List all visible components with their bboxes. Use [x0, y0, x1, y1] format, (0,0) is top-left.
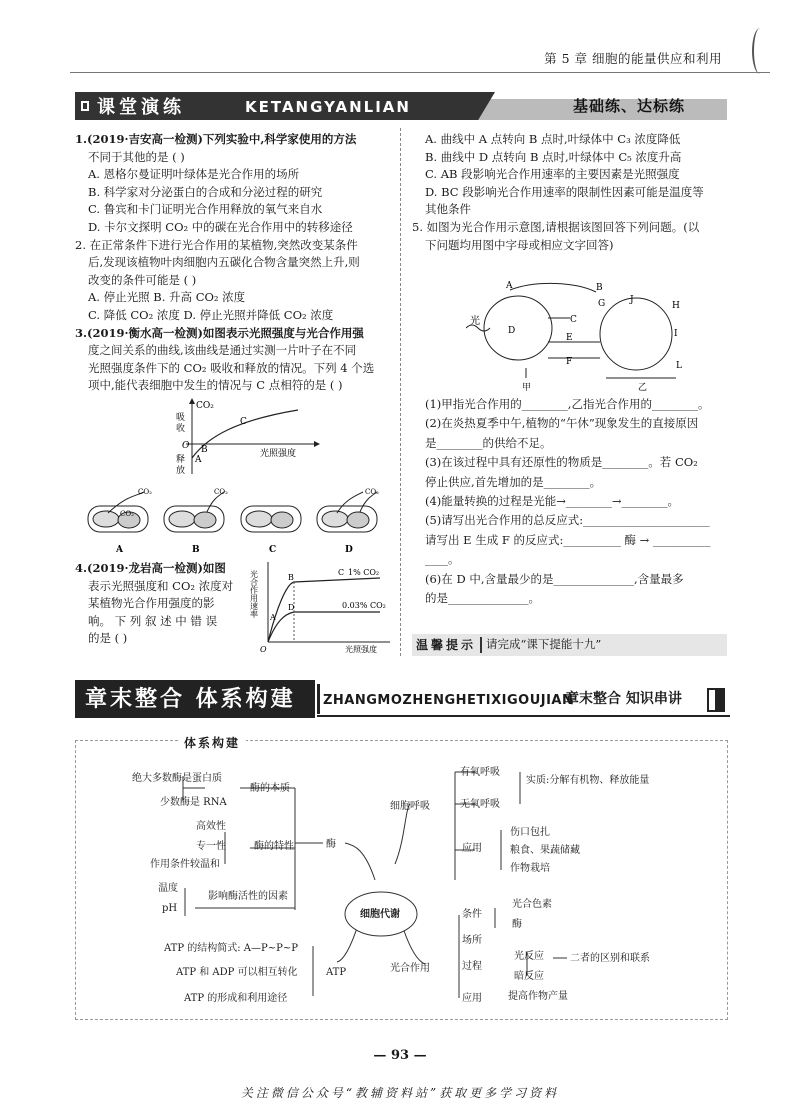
section-title: 课堂演练 — [97, 97, 185, 118]
node-anaerobic: 无氧呼吸 — [460, 799, 500, 810]
answer-line: 请写出 E 生成 F 的反应式:__________ 酶 → __________ — [425, 532, 711, 547]
text-line: A. 停止光照 B. 升高 CO₂ 浓度 — [88, 290, 246, 305]
chapter-summary-banner — [75, 680, 730, 718]
column-divider — [400, 128, 401, 656]
node-wound: 伤口包扎 — [510, 827, 550, 838]
text-line: 的是 ( ) — [88, 631, 128, 646]
node-yield: 提高作物产量 — [508, 991, 568, 1002]
decorative-bracket — [752, 28, 768, 74]
chloroplast — [322, 511, 348, 527]
tip-divider — [480, 637, 482, 653]
point-d: D — [288, 603, 295, 612]
co2-light-figure — [250, 560, 395, 655]
node-center: 细胞代谢 — [360, 909, 400, 920]
node-specific: 专一性 — [196, 841, 226, 852]
chloroplast — [169, 511, 195, 527]
option-a-cell — [88, 488, 152, 555]
co2-label: CO₂ — [196, 401, 214, 411]
node-enzyme: 酶 — [326, 839, 336, 850]
x-label: 光照强度 — [260, 449, 297, 459]
origin-label: O — [260, 645, 267, 654]
point-a: A — [195, 455, 202, 465]
y-label-top2: 收 — [176, 424, 186, 434]
cycle-yi — [600, 298, 672, 370]
text-line: 5. 如图为光合作用示意图,请根据该图回答下列问题。(以 — [412, 219, 700, 234]
chloroplast — [93, 511, 119, 527]
light-label: 光 — [470, 316, 480, 327]
label-f: F — [566, 357, 573, 367]
answer-line: 是________的供给不足。 — [425, 435, 552, 450]
node-atp: ATP — [326, 967, 347, 978]
text-line: D. BC 段影响光合作用速率的限制性因素可能是温度等 — [425, 184, 704, 199]
node-temp: 温度 — [158, 883, 178, 894]
banner-square-fill — [715, 690, 724, 710]
mitochondrion — [194, 512, 216, 528]
y-label-bot: 释 — [176, 455, 186, 465]
link-resp — [395, 804, 410, 864]
section-title-pinyin: KETANGYANLIAN — [245, 98, 411, 116]
text-line: 不同于其他的是 ( ) — [88, 149, 185, 164]
answer-line: (3)在该过程中具有还原性的物质是________。若 CO₂ — [425, 455, 698, 470]
node-crop: 作物栽培 — [510, 863, 550, 874]
y-label-top: 吸 — [176, 413, 186, 423]
node-atp-form: ATP 的形成和利用途径 — [184, 993, 288, 1004]
banner-bar — [317, 684, 320, 714]
text-line: C. 降低 CO₂ 浓度 D. 停止光照并降低 CO₂ 浓度 — [88, 307, 334, 322]
label-c: C — [570, 315, 577, 325]
mitochondrion — [347, 512, 369, 528]
node-atp-convert: ATP 和 ADP 可以相互转化 — [176, 967, 298, 978]
answer-line: 的是______________。 — [425, 591, 540, 606]
curve-low-co2 — [268, 612, 380, 642]
text-line: 其他条件 — [425, 202, 471, 217]
text-line: 响。 下 列 叙 述 中 错 误 — [88, 613, 218, 628]
chloroplast-jia — [484, 296, 552, 360]
option-b-cell — [164, 488, 228, 555]
text-line: 后,发现该植物叶肉细胞内五碳化合物含量突然上升,则 — [88, 255, 360, 270]
point-b: B — [201, 445, 208, 455]
x-label: 光照强度 — [345, 645, 377, 654]
node-resp: 细胞呼吸 — [390, 801, 430, 812]
node-process: 过程 — [462, 961, 482, 972]
node-aerobic: 有氧呼吸 — [460, 767, 500, 778]
text-line: C. AB 段影响光合作用速率的主要因素是光照强度 — [425, 167, 680, 182]
text-line: 光照强度条件下的 CO₂ 吸收和释放的情况。下列 4 个选 — [88, 360, 375, 375]
tip-label: 温馨提示 — [416, 638, 477, 652]
node-atp-struct: ATP 的结构简式: A—P~P~P — [164, 943, 298, 954]
node-apply: 应用 — [462, 843, 482, 854]
summary-pinyin: ZHANGMOZHENGHETIXIGOUJIAN — [323, 693, 574, 708]
text-line: 某植物光合作用强度的影 — [88, 596, 215, 611]
text-line: 表示光照强度和 CO₂ 浓度对 — [88, 578, 234, 593]
point-a: A — [270, 613, 276, 622]
answer-line: (2)在炎热夏季中午,植物的“午休”现象发生的直接原因 — [425, 416, 699, 431]
answer-line: 停止供应,首先增加的是________。 — [425, 474, 602, 489]
label-i: I — [674, 329, 678, 339]
header-rule — [70, 72, 770, 73]
label-b: B — [596, 283, 603, 293]
line2-label: 0.03% CO₂ — [342, 601, 386, 610]
origin-label: O — [182, 441, 190, 451]
node-storage: 粮食、果蔬储藏 — [510, 845, 580, 856]
label-e: E — [566, 333, 573, 343]
label-yi: 乙 — [638, 383, 648, 393]
banner-square-icon — [81, 101, 89, 111]
node-cond: 条件 — [462, 909, 482, 920]
text-line: C. 鲁宾和卡门证明光合作用释放的氧气来自水 — [88, 202, 323, 217]
answer-line: (1)甲指光合作用的________,乙指光合作用的________。 — [425, 397, 710, 411]
text-line: B. 曲线中 D 点转向 B 点时,叶绿体中 C₅ 浓度升高 — [425, 149, 682, 164]
y-label-bot2: 放 — [176, 466, 186, 476]
node-mild: 作用条件较温和 — [150, 859, 220, 870]
text-line: 下问题均用图中字母或相应文字回答) — [425, 237, 614, 252]
option-label: D — [345, 545, 353, 555]
text-line: 3.(2019·衡水高一检测)如图表示光照强度与光合作用强 — [75, 325, 364, 340]
node-enzyme-nature: 酶的本质 — [250, 783, 290, 794]
node-site: 场所 — [462, 935, 482, 946]
text-line: 改变的条件可能是 ( ) — [88, 272, 197, 287]
point-c: C — [240, 417, 247, 427]
tip-box — [412, 634, 727, 656]
footer-note: 关注微信公众号“教辅资料站”获取更多学习资料 — [240, 1086, 560, 1100]
node-rna: 少数酶是 RNA — [160, 797, 227, 808]
node-apply2: 应用 — [462, 993, 482, 1004]
label-l: L — [676, 361, 682, 371]
text-line: A. 恩格尔曼证明叶绿体是光合作用的场所 — [88, 167, 300, 182]
page-number: — 93 — — [373, 1048, 427, 1063]
y-axis-arrow — [189, 398, 195, 404]
answer-line: (5)请写出光合作用的总反应式:______________________ — [425, 513, 710, 528]
photosynthesis-diagram — [466, 278, 706, 393]
light-curve-figure — [168, 398, 328, 478]
label-a: A — [506, 281, 513, 291]
chloroplast — [246, 511, 272, 527]
label-h: H — [672, 301, 680, 311]
chapter-title: 第 5 章 细胞的能量供应和利用 — [544, 51, 722, 66]
link-enzyme — [345, 843, 375, 880]
node-relation: 二者的区别和联系 — [570, 953, 650, 964]
label-g: G — [598, 299, 606, 309]
label-j: J — [630, 295, 634, 305]
node-factors: 影响酶活性的因素 — [208, 891, 288, 902]
point-c: C — [338, 568, 345, 577]
arrow-a-b — [510, 283, 596, 292]
mitochondrion — [271, 512, 293, 528]
node-protein: 绝大多数酶是蛋白质 — [132, 773, 222, 784]
q5-answers — [412, 395, 730, 608]
line1-label: 1% CO₂ — [348, 568, 380, 577]
label-d: D — [508, 326, 516, 336]
text-line: 度之间关系的曲线,该曲线是通过实测一片叶子在不同 — [88, 343, 357, 358]
point-b: B — [288, 573, 294, 582]
answer-line: (4)能量转换的过程是光能→________→________。 — [425, 494, 680, 509]
text-line: D. 卡尔文探明 CO₂ 中的碳在光合作用中的转移途径 — [88, 219, 353, 234]
curve-high-co2 — [268, 578, 380, 642]
co2-label: CO₂ — [214, 488, 228, 496]
node-dark-rx: 暗反应 — [514, 971, 544, 982]
tip-text: 请完成“课下提能十九” — [486, 637, 602, 651]
option-label: A — [116, 545, 123, 555]
text-line: A. 曲线中 A 点转向 B 点时,叶绿体中 C₃ 浓度降低 — [425, 132, 681, 146]
node-enzyme-traits: 酶的特性 — [254, 841, 294, 852]
answer-line: ____。 — [425, 552, 460, 567]
co2-label: CO₂ — [120, 510, 134, 518]
text-line: 4.(2019·龙岩高一检测)如图 — [75, 561, 226, 575]
co2-label: CO₂ — [365, 488, 379, 496]
right-column — [412, 131, 730, 254]
label-jia: 甲 — [522, 383, 532, 393]
node-essence: 实质:分解有机物、释放能量 — [526, 775, 650, 786]
option-label: C — [269, 545, 277, 555]
option-d-cell — [317, 488, 379, 555]
text-line: B. 科学家对分泌蛋白的合成和分泌过程的研究 — [88, 184, 323, 199]
node-light-rx: 光反应 — [514, 951, 544, 962]
node-high-eff: 高效性 — [196, 821, 226, 832]
x-axis-arrow — [314, 441, 320, 447]
y-label: 光合作用速率 — [250, 570, 259, 618]
node-photo: 光合作用 — [390, 963, 430, 974]
answer-line: (6)在 D 中,含量最少的是______________,含量最多 — [425, 571, 684, 586]
text-line: 2. 在正常条件下进行光合作用的某植物,突然改变某条件 — [75, 237, 358, 252]
banner-underline — [317, 715, 730, 717]
node-mei: 酶 — [512, 919, 522, 930]
summary-subtitle: 章末整合 知识串讲 — [565, 691, 682, 707]
co2-label: CO₂ — [138, 488, 152, 496]
ketang-banner — [75, 92, 727, 120]
text-line: 1.(2019·吉安高一检测)下列实验中,科学家使用的方法 — [75, 132, 357, 146]
arrow — [337, 492, 363, 513]
text-line: 项中,能代表细胞中发生的情况与 C 点相符的是 ( ) — [88, 378, 343, 393]
section-subtitle: 基础练、达标练 — [573, 97, 686, 115]
concept-map-title: 体系构建 — [178, 734, 246, 752]
option-c-cell — [241, 506, 301, 555]
option-label: B — [192, 545, 200, 555]
q4-text — [75, 560, 250, 648]
summary-title: 章末整合 体系构建 — [85, 686, 296, 712]
cell-options-figure — [86, 486, 386, 558]
node-ph: pH — [162, 903, 178, 914]
node-pigment: 光合色素 — [512, 899, 552, 910]
left-column — [75, 131, 391, 395]
